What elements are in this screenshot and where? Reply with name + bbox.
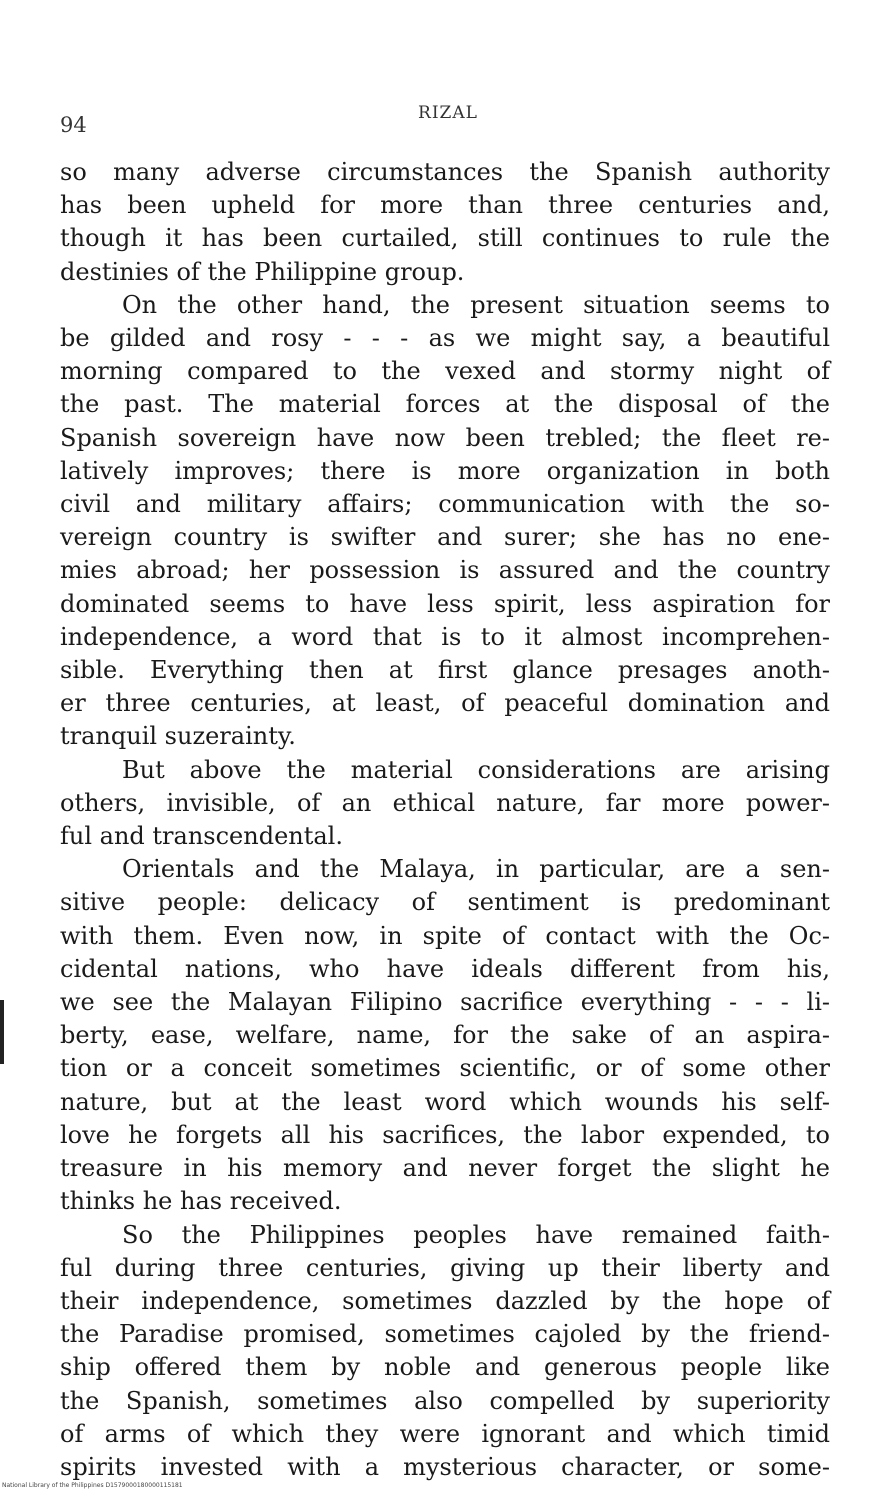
text-line: tranquil suzerainty. xyxy=(60,722,296,751)
page-edge-mark xyxy=(0,1000,4,1064)
body-text xyxy=(60,156,830,1484)
text-line: spirits invested with a mysterious character, or some- xyxy=(60,1452,830,1481)
text-line: be gilded and rosy - - - as we might say, a beautiful xyxy=(60,324,830,353)
text-line: the Paradise promised, sometimes cajoled by the friend- xyxy=(60,1320,830,1349)
text-line: morning compared to the vexed and stormy night of xyxy=(60,357,830,386)
text-line: So the Philippines peoples have remained faith- xyxy=(122,1220,830,1249)
text-line: But above the material considerations are arising xyxy=(122,755,830,784)
text-line: has been upheld for more than three centuries and, xyxy=(60,191,830,220)
text-line: treasure in his memory and never forget the slight he xyxy=(60,1154,830,1183)
text-line: so many adverse circumstances the Spanish authority xyxy=(60,158,830,186)
text-line: er three centuries, at least, of peaceful domination and xyxy=(60,689,830,718)
text-line: Orientals and the Malaya, in particular, are a sen- xyxy=(122,855,830,884)
text-line: the Spanish, sometimes also compelled by superiority xyxy=(60,1386,830,1415)
text-line: sible. Everything then at first glance presages anoth- xyxy=(60,656,830,685)
text-line: independence, a word that is to it almost incomprehen- xyxy=(60,622,830,651)
text-line: nature, but at the least word which wounds his self- xyxy=(60,1087,830,1116)
text-line: others, invisible, of an ethical nature, far more power- xyxy=(60,788,830,817)
text-line: latively improves; there is more organization in both xyxy=(60,456,830,485)
text-line: ship offered them by noble and generous people like xyxy=(60,1353,830,1382)
text-line: Spanish sovereign have now been trebled; the fleet re- xyxy=(60,423,830,452)
running-head: RIZAL xyxy=(418,103,478,123)
text-line: sitive people: delicacy of sentiment is predominant xyxy=(60,888,830,917)
text-line: destinies of the Philippine group. xyxy=(60,257,465,286)
footer-credit: National Library of the Philippines D1579000180000115181 xyxy=(2,1482,183,1489)
text-line: love he forgets all his sacrifices, the labor expended, to xyxy=(60,1120,830,1149)
text-line: their independence, sometimes dazzled by the hope of xyxy=(60,1286,830,1315)
text-line: mies abroad; her possession is assured and the country xyxy=(60,556,830,585)
text-line: vereign country is swifter and surer; she has no ene- xyxy=(60,523,830,552)
text-line: On the other hand, the present situation seems to xyxy=(122,290,830,319)
text-line: berty, ease, welfare, name, for the sake of an aspira- xyxy=(60,1021,830,1050)
text-line: ful during three centuries, giving up their liberty and xyxy=(60,1253,830,1282)
text-line: thinks he has received. xyxy=(60,1187,342,1216)
text-line: ful and transcendental. xyxy=(60,822,343,851)
text-line: dominated seems to have less spirit, less aspiration for xyxy=(60,589,830,618)
text-line: civil and military affairs; communication with the so- xyxy=(60,490,830,519)
text-line: cidental nations, who have ideals different from his, xyxy=(60,954,830,983)
text-line: we see the Malayan Filipino sacrifice everything - - - li- xyxy=(60,988,830,1017)
text-line: though it has been curtailed, still continues to rule the xyxy=(60,224,830,253)
text-line: tion or a conceit sometimes scientific, or of some other xyxy=(60,1054,830,1083)
text-line: with them. Even now, in spite of contact with the Oc- xyxy=(60,921,830,950)
text-line: of arms of which they were ignorant and which timid xyxy=(60,1419,830,1448)
page-number: 94 xyxy=(60,113,87,137)
text-line: the past. The material forces at the disposal of the xyxy=(60,390,830,419)
